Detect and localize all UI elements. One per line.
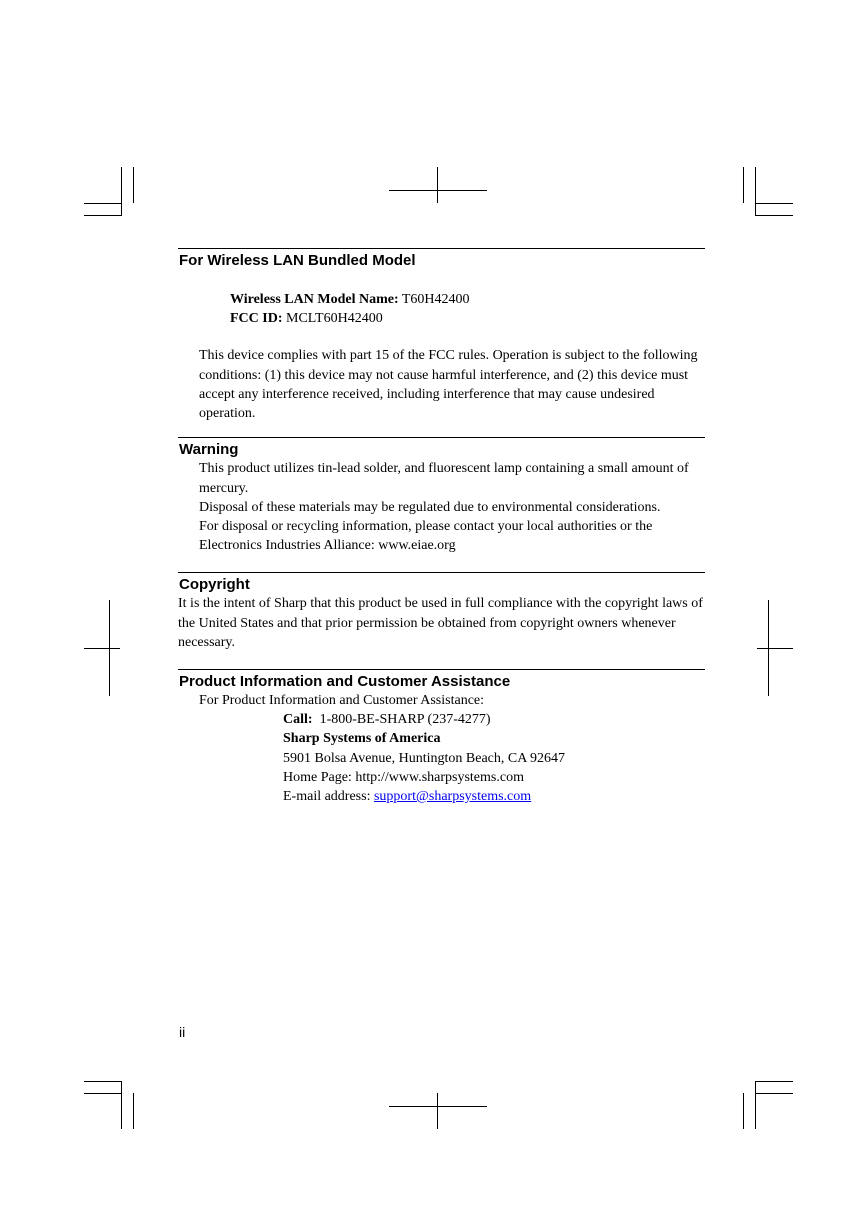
crop-mark xyxy=(755,203,793,204)
model-name-line xyxy=(230,290,705,309)
crop-mark xyxy=(133,167,134,203)
wireless-section xyxy=(178,248,705,425)
copyright-paragraph: It is the intent of Sharp that this product be used in full compliance with the copyright laws of the United States and that prior permission be obtained from copyright owners whenever necessary. xyxy=(178,596,703,650)
crop-mark xyxy=(84,648,120,649)
warning-text xyxy=(199,459,705,555)
company-address: 5901 Bolsa Avenue, Huntington Beach, CA 92647 xyxy=(283,750,566,766)
call-label: Call: xyxy=(283,712,313,728)
crop-mark xyxy=(755,1081,756,1129)
warning-section xyxy=(178,437,705,555)
homepage-line: Home Page: http://www.sharpsystems.com xyxy=(283,769,524,785)
crop-mark xyxy=(84,203,122,204)
email-link[interactable]: support@sharpsystems.com xyxy=(373,789,532,805)
warning-line: Disposal of these materials may be regulated due to environmental considerations. xyxy=(199,499,661,515)
contact-block xyxy=(283,710,705,806)
model-name-label: Wireless LAN Model Name: xyxy=(230,292,399,307)
warning-line: For disposal or recycling information, please contact your local authorities or the Electronics Industries Alliance: www.eiae.org xyxy=(199,519,653,554)
crop-mark xyxy=(121,1081,122,1129)
page-number: ii xyxy=(179,1024,186,1040)
crop-mark xyxy=(755,167,756,215)
fcc-id-line xyxy=(230,309,705,328)
crop-mark xyxy=(389,190,487,191)
fcc-id-value: MCLT60H42400 xyxy=(282,311,383,327)
email-label: E-mail address: xyxy=(283,789,374,805)
crop-mark xyxy=(743,167,744,203)
section-heading: Warning xyxy=(179,441,239,459)
call-line xyxy=(283,710,705,729)
product-info-intro: For Product Information and Customer Assistance: xyxy=(199,693,485,709)
company-name-text: Sharp Systems of America xyxy=(283,731,441,747)
crop-mark xyxy=(757,648,793,649)
crop-mark xyxy=(84,215,122,216)
call-number: 1-800-BE-SHARP (237-4277) xyxy=(312,712,491,728)
model-info xyxy=(230,290,705,328)
main-content xyxy=(178,248,705,806)
crop-mark xyxy=(755,215,793,216)
section-heading: Copyright xyxy=(179,576,250,594)
crop-mark xyxy=(437,1093,438,1129)
model-name-value: T60H42400 xyxy=(398,292,470,307)
fcc-id-label: FCC ID: xyxy=(230,311,283,327)
crop-mark xyxy=(121,167,122,215)
copyright-section xyxy=(178,572,705,652)
crop-mark xyxy=(389,1106,487,1107)
crop-mark xyxy=(755,1093,793,1094)
email-line xyxy=(283,787,705,806)
crop-mark xyxy=(84,1093,122,1094)
warning-line: This product utilizes tin-lead solder, and fluorescent lamp containing a small amount of mercury. xyxy=(199,461,689,496)
section-heading: Product Information and Customer Assistance xyxy=(179,673,511,691)
crop-mark xyxy=(437,167,438,203)
product-info-section xyxy=(178,669,705,806)
section-heading: For Wireless LAN Bundled Model xyxy=(179,252,416,269)
company-name xyxy=(283,729,705,748)
crop-mark xyxy=(743,1093,744,1129)
crop-mark xyxy=(84,1081,122,1082)
crop-mark xyxy=(133,1093,134,1129)
crop-mark xyxy=(109,600,110,696)
fcc-compliance-paragraph: This device complies with part 15 of the FCC rules. Operation is subject to the following conditions: (1) this device may not cause harmful interference, and (2) this device must accept any interference received, including interference that may cause undesired operation. xyxy=(199,348,698,422)
crop-mark xyxy=(768,600,769,696)
crop-mark xyxy=(755,1081,793,1082)
